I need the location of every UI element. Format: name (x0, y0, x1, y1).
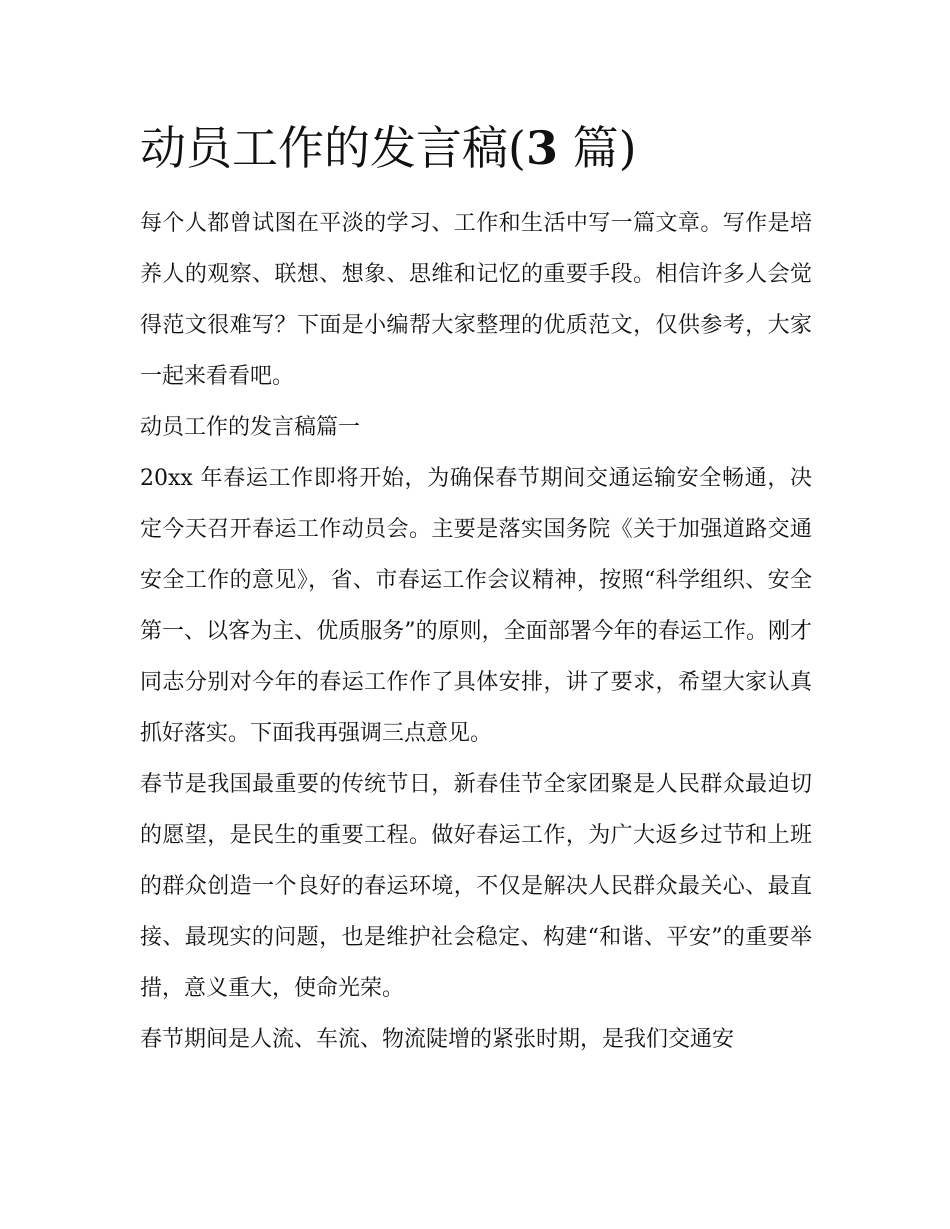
document-title (140, 118, 830, 178)
body-paragraph: 春节期间是人流、车流、物流陡增的紧张时期，是我们交通安 (140, 1027, 735, 1052)
body-paragraph: 20xx 年春运工作即将开始，为确保春节期间交通运输安全畅通，决定今天召开春运工作动员会。主要是落实国务院《关于加强道路交通安全工作的意见》，省、市春运工作会议精神，按照“科学组织、安全第一、以客为主、优质服务”的原则，全面部署今年的春运工作。刚才同志分别对今年的春运工作作了具体安排，讲了要求，希望大家认真抓好落实。下面我再强调三点意见。 (140, 466, 812, 746)
title-prefix: 动员工作的发言稿( (140, 121, 526, 175)
title-number: 3 (525, 121, 558, 175)
section-heading: 动员工作的发言稿篇一 (140, 415, 361, 440)
body-paragraph: 春节是我国最重要的传统节日，新春佳节全家团聚是人民群众最迫切的愿望，是民生的重要工程。做好春运工作，为广大返乡过节和上班的群众创造一个良好的春运环境，不仅是解决人民群众最关心、最直接、最现实的问题，也是维护社会稳定、构建“和谐、平安”的重要举措，意义重大，使命光荣。 (140, 772, 812, 1001)
intro-paragraph: 每个人都曾试图在平淡的学习、工作和生活中写一篇文章。写作是培养人的观察、联想、想象、思维和记忆的重要手段。相信许多人会觉得范文很难写？下面是小编帮大家整理的优质范文，仅供参考，大家一起来看看吧。 (140, 211, 812, 389)
document-body (140, 198, 812, 1065)
title-suffix: 篇) (557, 121, 637, 175)
